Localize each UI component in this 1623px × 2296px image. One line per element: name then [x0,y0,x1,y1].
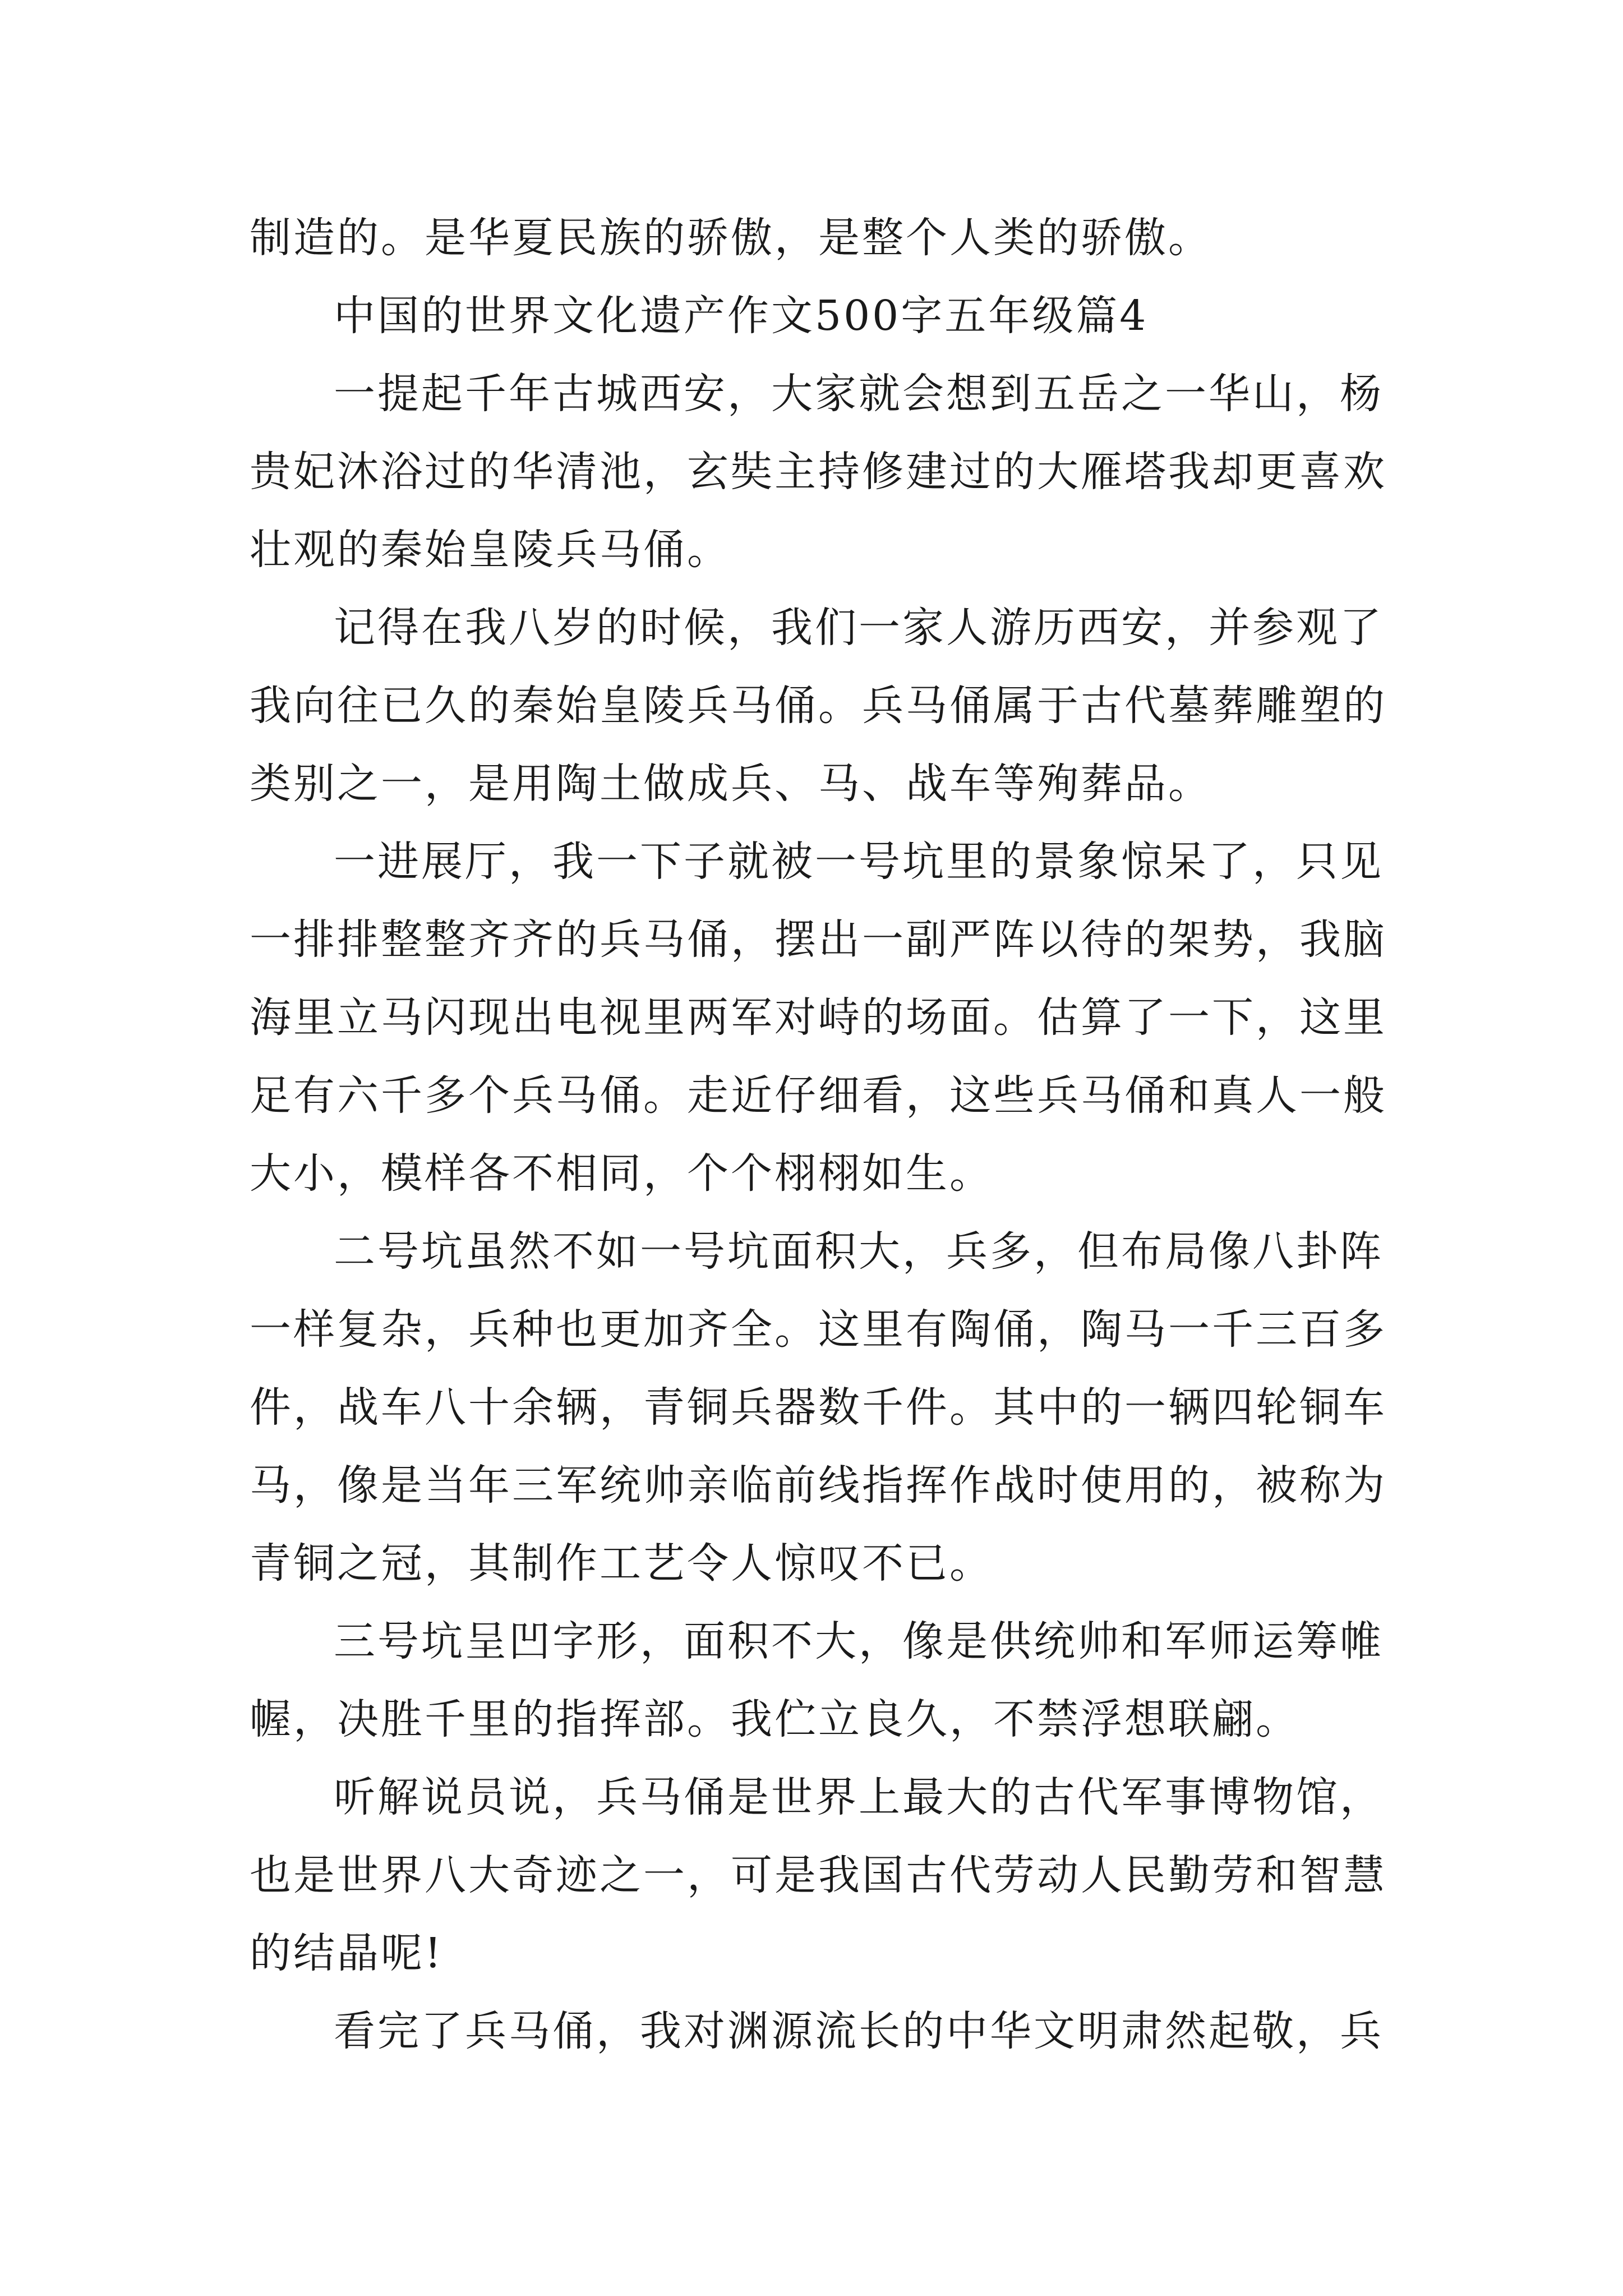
text-line: 大小，模样各不相同，个个栩栩如生。 [250,1149,993,1198]
text-line: 记得在我八岁的时候，我们一家人游历西安，并参观了 [334,604,1384,652]
document-page [250,199,1394,2070]
text-line: 的结晶呢! [250,1929,444,1977]
text-line: 也是世界八大奇迹之一，可是我国古代劳动人民勤劳和智慧 [250,1851,1387,1899]
text-line: 我向往已久的秦始皇陵兵马俑。兵马俑属于古代墓葬雕塑的 [250,682,1387,730]
text-line: 海里立马闪现出电视里两军对峙的场面。估算了一下，这里 [250,993,1387,1042]
text-line: 马，像是当年三军统帅亲临前线指挥作战时使用的，被称为 [250,1461,1387,1510]
text-line: 制造的。是华夏民族的骄傲，是整个人类的骄傲。 [250,214,1212,262]
text-line: 三号坑呈凹字形，面积不大，像是供统帅和军师运筹帷 [334,1617,1384,1665]
text-line: 一进展厅，我一下子就被一号坑里的景象惊呆了，只见 [334,838,1384,886]
text-line: 幄，决胜千里的指挥部。我伫立良久，不禁浮想联翩。 [250,1695,1299,1743]
section-heading: 中国的世界文化遗产作文500字五年级篇4 [334,292,1149,340]
text-line: 足有六千多个兵马俑。走近仔细看，这些兵马俑和真人一般 [250,1071,1387,1120]
text-line: 听解说员说，兵马俑是世界上最大的古代军事博物馆， [334,1773,1384,1821]
text-line: 类别之一，是用陶土做成兵、马、战车等殉葬品。 [250,760,1212,808]
text-line: 一排排整整齐齐的兵马俑，摆出一副严阵以待的架势，我脑 [250,915,1387,964]
text-line: 一样复杂，兵种也更加齐全。这里有陶俑，陶马一千三百多 [250,1305,1387,1354]
text-line: 贵妃沐浴过的华清池，玄奘主持修建过的大雁塔我却更喜欢 [250,448,1387,496]
text-line: 件，战车八十余辆，青铜兵器数千件。其中的一辆四轮铜车 [250,1383,1387,1432]
text-line: 壮观的秦始皇陵兵马俑。 [250,526,731,574]
text-line: 看完了兵马俑，我对渊源流长的中华文明肃然起敬，兵 [334,2007,1384,2055]
text-line: 二号坑虽然不如一号坑面积大，兵多，但布局像八卦阵 [334,1227,1384,1276]
text-line: 青铜之冠，其制作工艺令人惊叹不已。 [250,1539,993,1588]
text-line: 一提起千年古城西安，大家就会想到五岳之一华山，杨 [334,370,1384,418]
